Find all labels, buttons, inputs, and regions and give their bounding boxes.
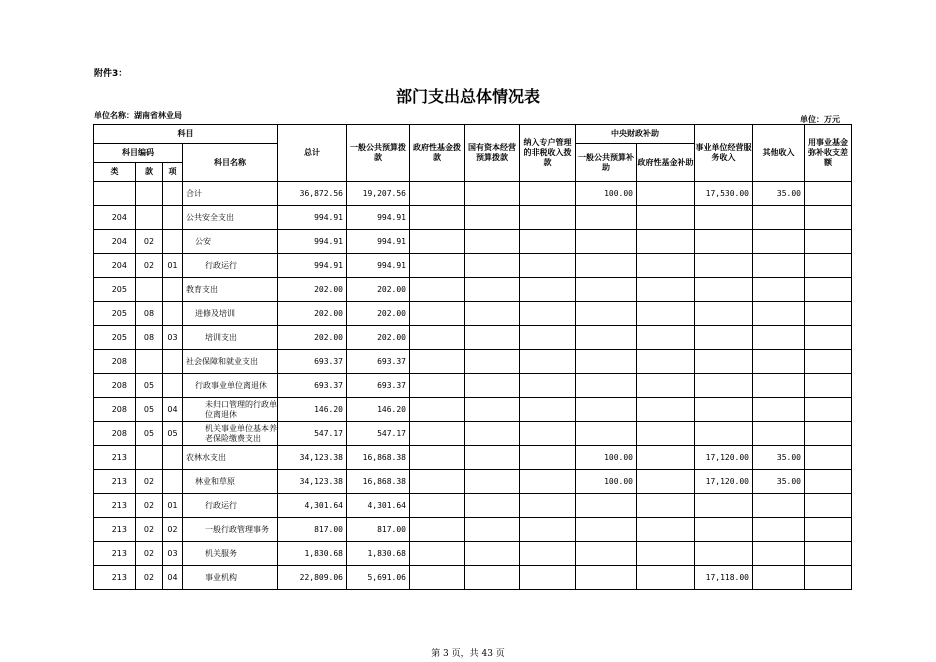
cell-state-capital bbox=[465, 254, 520, 278]
cell-fund-balance bbox=[805, 446, 852, 470]
cell-general-budget: 4,301.64 bbox=[347, 494, 410, 518]
cell-state-capital bbox=[465, 350, 520, 374]
table-row bbox=[94, 326, 852, 350]
cell-other-income bbox=[753, 542, 805, 566]
cell-total: 36,872.56 bbox=[278, 182, 347, 206]
header-state-capital: 国有资本经营预算拨款 bbox=[465, 125, 520, 182]
header-general-budget: 一般公共预算拨款 bbox=[347, 125, 410, 182]
cell-central-fund bbox=[637, 326, 695, 350]
cell-central-fund bbox=[637, 230, 695, 254]
cell-state-capital bbox=[465, 278, 520, 302]
header-subject: 科目 bbox=[94, 125, 278, 144]
header-business-income: 事业单位经营服务收入 bbox=[695, 125, 753, 182]
cell-fund-balance bbox=[805, 518, 852, 542]
cell-general-budget: 817.00 bbox=[347, 518, 410, 542]
cell-central-general bbox=[576, 254, 637, 278]
cell-xiang: 02 bbox=[163, 518, 183, 542]
cell-kuan: 02 bbox=[136, 230, 163, 254]
cell-business-income bbox=[695, 326, 753, 350]
cell-general-budget: 994.91 bbox=[347, 254, 410, 278]
cell-business-income bbox=[695, 518, 753, 542]
cell-central-fund bbox=[637, 566, 695, 590]
cell-xiang: 04 bbox=[163, 398, 183, 422]
cell-gov-fund bbox=[410, 470, 465, 494]
cell-other-income bbox=[753, 566, 805, 590]
cell-central-fund bbox=[637, 446, 695, 470]
cell-special-account bbox=[520, 566, 576, 590]
cell-lei: 204 bbox=[94, 206, 136, 230]
cell-central-fund bbox=[637, 494, 695, 518]
cell-other-income: 35.00 bbox=[753, 470, 805, 494]
cell-other-income bbox=[753, 326, 805, 350]
cell-central-fund bbox=[637, 470, 695, 494]
table-row bbox=[94, 494, 852, 518]
cell-central-fund bbox=[637, 206, 695, 230]
cell-business-income bbox=[695, 398, 753, 422]
cell-total: 34,123.38 bbox=[278, 470, 347, 494]
header-other-income: 其他收入 bbox=[753, 125, 805, 182]
cell-central-fund bbox=[637, 182, 695, 206]
cell-gov-fund bbox=[410, 182, 465, 206]
cell-kuan: 02 bbox=[136, 254, 163, 278]
cell-other-income bbox=[753, 206, 805, 230]
cell-gov-fund bbox=[410, 374, 465, 398]
header-special-account: 纳入专户管理的非税收入拨款 bbox=[520, 125, 576, 182]
cell-business-income bbox=[695, 350, 753, 374]
cell-other-income: 35.00 bbox=[753, 446, 805, 470]
cell-general-budget: 5,691.06 bbox=[347, 566, 410, 590]
cell-gov-fund bbox=[410, 302, 465, 326]
cell-state-capital bbox=[465, 566, 520, 590]
cell-total: 693.37 bbox=[278, 350, 347, 374]
cell-central-fund bbox=[637, 398, 695, 422]
cell-kuan bbox=[136, 182, 163, 206]
table-row bbox=[94, 206, 852, 230]
cell-lei: 213 bbox=[94, 518, 136, 542]
header-central-general: 一般公共预算补助 bbox=[576, 144, 637, 182]
table-row bbox=[94, 374, 852, 398]
table-row bbox=[94, 254, 852, 278]
cell-fund-balance bbox=[805, 302, 852, 326]
table-row bbox=[94, 278, 852, 302]
cell-general-budget: 693.37 bbox=[347, 374, 410, 398]
expenditure-table bbox=[93, 124, 852, 590]
cell-business-income bbox=[695, 230, 753, 254]
cell-kuan bbox=[136, 350, 163, 374]
cell-other-income bbox=[753, 398, 805, 422]
header-central-subsidy: 中央财政补助 bbox=[576, 125, 695, 144]
cell-lei: 205 bbox=[94, 302, 136, 326]
cell-lei: 208 bbox=[94, 398, 136, 422]
cell-xiang bbox=[163, 470, 183, 494]
cell-fund-balance bbox=[805, 182, 852, 206]
cell-lei bbox=[94, 182, 136, 206]
cell-kuan bbox=[136, 446, 163, 470]
cell-gov-fund bbox=[410, 230, 465, 254]
cell-gov-fund bbox=[410, 278, 465, 302]
cell-special-account bbox=[520, 542, 576, 566]
cell-kuan: 02 bbox=[136, 542, 163, 566]
header-subject-name: 科目名称 bbox=[183, 144, 278, 182]
cell-state-capital bbox=[465, 494, 520, 518]
cell-fund-balance bbox=[805, 374, 852, 398]
cell-general-budget: 994.91 bbox=[347, 230, 410, 254]
cell-general-budget: 16,868.38 bbox=[347, 446, 410, 470]
cell-other-income bbox=[753, 302, 805, 326]
cell-subject-name: 培训支出 bbox=[183, 326, 278, 350]
cell-general-budget: 202.00 bbox=[347, 326, 410, 350]
cell-fund-balance bbox=[805, 350, 852, 374]
table-row bbox=[94, 350, 852, 374]
cell-subject-name: 机关事业单位基本养老保险缴费支出 bbox=[183, 422, 278, 446]
cell-special-account bbox=[520, 302, 576, 326]
cell-central-general bbox=[576, 398, 637, 422]
cell-total: 202.00 bbox=[278, 326, 347, 350]
cell-general-budget: 202.00 bbox=[347, 302, 410, 326]
cell-business-income bbox=[695, 254, 753, 278]
cell-state-capital bbox=[465, 518, 520, 542]
cell-other-income bbox=[753, 374, 805, 398]
cell-special-account bbox=[520, 518, 576, 542]
cell-state-capital bbox=[465, 326, 520, 350]
unit-name-label: 单位名称：湖南省林业局 bbox=[94, 111, 182, 120]
table-row bbox=[94, 446, 852, 470]
cell-gov-fund bbox=[410, 254, 465, 278]
cell-central-general: 100.00 bbox=[576, 446, 637, 470]
cell-kuan: 02 bbox=[136, 470, 163, 494]
cell-total: 693.37 bbox=[278, 374, 347, 398]
cell-lei: 213 bbox=[94, 494, 136, 518]
cell-state-capital bbox=[465, 206, 520, 230]
cell-state-capital bbox=[465, 422, 520, 446]
cell-fund-balance bbox=[805, 278, 852, 302]
cell-fund-balance bbox=[805, 470, 852, 494]
cell-lei: 213 bbox=[94, 542, 136, 566]
cell-kuan bbox=[136, 278, 163, 302]
cell-general-budget: 994.91 bbox=[347, 206, 410, 230]
cell-other-income bbox=[753, 350, 805, 374]
cell-kuan: 02 bbox=[136, 518, 163, 542]
cell-fund-balance bbox=[805, 254, 852, 278]
cell-lei: 205 bbox=[94, 278, 136, 302]
table-row bbox=[94, 398, 852, 422]
cell-xiang bbox=[163, 278, 183, 302]
cell-kuan: 08 bbox=[136, 326, 163, 350]
cell-business-income: 17,118.00 bbox=[695, 566, 753, 590]
cell-special-account bbox=[520, 494, 576, 518]
cell-lei: 213 bbox=[94, 446, 136, 470]
cell-kuan: 05 bbox=[136, 398, 163, 422]
table-row bbox=[94, 518, 852, 542]
cell-central-general bbox=[576, 350, 637, 374]
cell-gov-fund bbox=[410, 494, 465, 518]
cell-special-account bbox=[520, 182, 576, 206]
cell-gov-fund bbox=[410, 350, 465, 374]
cell-kuan: 02 bbox=[136, 566, 163, 590]
cell-lei: 208 bbox=[94, 422, 136, 446]
cell-central-general bbox=[576, 422, 637, 446]
cell-subject-name: 行政运行 bbox=[183, 494, 278, 518]
cell-special-account bbox=[520, 470, 576, 494]
cell-xiang bbox=[163, 374, 183, 398]
cell-other-income: 35.00 bbox=[753, 182, 805, 206]
cell-general-budget: 693.37 bbox=[347, 350, 410, 374]
cell-general-budget: 1,830.68 bbox=[347, 542, 410, 566]
cell-special-account bbox=[520, 446, 576, 470]
cell-subject-name: 事业机构 bbox=[183, 566, 278, 590]
cell-other-income bbox=[753, 518, 805, 542]
cell-xiang: 04 bbox=[163, 566, 183, 590]
cell-general-budget: 16,868.38 bbox=[347, 470, 410, 494]
cell-special-account bbox=[520, 398, 576, 422]
cell-total: 146.20 bbox=[278, 398, 347, 422]
cell-state-capital bbox=[465, 542, 520, 566]
cell-state-capital bbox=[465, 302, 520, 326]
cell-other-income bbox=[753, 422, 805, 446]
cell-special-account bbox=[520, 206, 576, 230]
cell-total: 817.00 bbox=[278, 518, 347, 542]
cell-central-fund bbox=[637, 422, 695, 446]
cell-xiang: 05 bbox=[163, 422, 183, 446]
cell-total: 547.17 bbox=[278, 422, 347, 446]
cell-business-income: 17,120.00 bbox=[695, 470, 753, 494]
cell-gov-fund bbox=[410, 398, 465, 422]
cell-fund-balance bbox=[805, 206, 852, 230]
cell-special-account bbox=[520, 374, 576, 398]
header-lei: 类 bbox=[94, 163, 136, 182]
cell-total: 994.91 bbox=[278, 230, 347, 254]
cell-total: 202.00 bbox=[278, 302, 347, 326]
cell-subject-name: 行政运行 bbox=[183, 254, 278, 278]
cell-lei: 204 bbox=[94, 230, 136, 254]
cell-kuan: 05 bbox=[136, 374, 163, 398]
cell-central-general bbox=[576, 230, 637, 254]
cell-special-account bbox=[520, 278, 576, 302]
cell-gov-fund bbox=[410, 326, 465, 350]
cell-xiang bbox=[163, 206, 183, 230]
cell-fund-balance bbox=[805, 494, 852, 518]
header-gov-fund: 政府性基金拨款 bbox=[410, 125, 465, 182]
cell-subject-name: 进修及培训 bbox=[183, 302, 278, 326]
cell-business-income bbox=[695, 302, 753, 326]
cell-lei: 204 bbox=[94, 254, 136, 278]
table-row bbox=[94, 182, 852, 206]
cell-state-capital bbox=[465, 398, 520, 422]
cell-central-fund bbox=[637, 518, 695, 542]
cell-business-income bbox=[695, 542, 753, 566]
cell-central-general bbox=[576, 518, 637, 542]
header-fund-balance: 用事业基金弥补收支差额 bbox=[805, 125, 852, 182]
cell-fund-balance bbox=[805, 398, 852, 422]
attachment-label: 附件3： bbox=[94, 69, 128, 79]
cell-gov-fund bbox=[410, 446, 465, 470]
cell-central-fund bbox=[637, 542, 695, 566]
cell-state-capital bbox=[465, 230, 520, 254]
header-central-fund: 政府性基金补助 bbox=[637, 144, 695, 182]
cell-special-account bbox=[520, 350, 576, 374]
page-number: 第 3 页，共 43 页 bbox=[431, 649, 505, 659]
cell-subject-name: 机关服务 bbox=[183, 542, 278, 566]
cell-subject-name: 未归口管理的行政单位离退休 bbox=[183, 398, 278, 422]
cell-central-general bbox=[576, 494, 637, 518]
cell-special-account bbox=[520, 254, 576, 278]
cell-total: 202.00 bbox=[278, 278, 347, 302]
currency-unit-label: 单位：万元 bbox=[800, 115, 840, 124]
cell-central-general: 100.00 bbox=[576, 182, 637, 206]
cell-fund-balance bbox=[805, 542, 852, 566]
cell-xiang: 01 bbox=[163, 254, 183, 278]
cell-lei: 205 bbox=[94, 326, 136, 350]
cell-subject-name: 社会保障和就业支出 bbox=[183, 350, 278, 374]
cell-kuan: 02 bbox=[136, 494, 163, 518]
cell-central-general bbox=[576, 374, 637, 398]
cell-state-capital bbox=[465, 470, 520, 494]
cell-lei: 208 bbox=[94, 350, 136, 374]
cell-central-general bbox=[576, 302, 637, 326]
cell-xiang: 01 bbox=[163, 494, 183, 518]
cell-other-income bbox=[753, 278, 805, 302]
table-row bbox=[94, 542, 852, 566]
table-row bbox=[94, 302, 852, 326]
table-body bbox=[94, 182, 852, 590]
table-row bbox=[94, 230, 852, 254]
cell-business-income bbox=[695, 374, 753, 398]
cell-total: 994.91 bbox=[278, 254, 347, 278]
cell-central-general: 100.00 bbox=[576, 470, 637, 494]
cell-central-fund bbox=[637, 278, 695, 302]
cell-subject-name: 林业和草原 bbox=[183, 470, 278, 494]
cell-central-general bbox=[576, 206, 637, 230]
header-xiang: 项 bbox=[163, 163, 183, 182]
cell-other-income bbox=[753, 494, 805, 518]
cell-business-income bbox=[695, 278, 753, 302]
cell-lei: 213 bbox=[94, 566, 136, 590]
cell-total: 22,809.06 bbox=[278, 566, 347, 590]
cell-business-income: 17,530.00 bbox=[695, 182, 753, 206]
cell-central-fund bbox=[637, 374, 695, 398]
cell-xiang: 03 bbox=[163, 542, 183, 566]
cell-central-fund bbox=[637, 350, 695, 374]
cell-lei: 213 bbox=[94, 470, 136, 494]
cell-central-general bbox=[576, 542, 637, 566]
cell-kuan bbox=[136, 206, 163, 230]
cell-state-capital bbox=[465, 374, 520, 398]
cell-gov-fund bbox=[410, 542, 465, 566]
cell-central-fund bbox=[637, 254, 695, 278]
cell-special-account bbox=[520, 230, 576, 254]
cell-kuan: 08 bbox=[136, 302, 163, 326]
table-row bbox=[94, 470, 852, 494]
cell-gov-fund bbox=[410, 422, 465, 446]
cell-xiang bbox=[163, 182, 183, 206]
cell-subject-name: 行政事业单位离退休 bbox=[183, 374, 278, 398]
cell-gov-fund bbox=[410, 566, 465, 590]
cell-other-income bbox=[753, 254, 805, 278]
cell-central-fund bbox=[637, 302, 695, 326]
cell-total: 1,830.68 bbox=[278, 542, 347, 566]
cell-subject-name: 教育支出 bbox=[183, 278, 278, 302]
cell-central-general bbox=[576, 278, 637, 302]
cell-kuan: 05 bbox=[136, 422, 163, 446]
cell-total: 34,123.38 bbox=[278, 446, 347, 470]
cell-xiang bbox=[163, 230, 183, 254]
cell-central-general bbox=[576, 566, 637, 590]
cell-fund-balance bbox=[805, 566, 852, 590]
cell-general-budget: 547.17 bbox=[347, 422, 410, 446]
cell-xiang bbox=[163, 446, 183, 470]
header-total: 总计 bbox=[278, 125, 347, 182]
table-row bbox=[94, 422, 852, 446]
cell-subject-name: 合计 bbox=[183, 182, 278, 206]
cell-xiang: 03 bbox=[163, 326, 183, 350]
cell-business-income: 17,120.00 bbox=[695, 446, 753, 470]
cell-subject-name: 农林水支出 bbox=[183, 446, 278, 470]
cell-lei: 208 bbox=[94, 374, 136, 398]
cell-fund-balance bbox=[805, 422, 852, 446]
cell-fund-balance bbox=[805, 326, 852, 350]
cell-business-income bbox=[695, 494, 753, 518]
cell-general-budget: 19,207.56 bbox=[347, 182, 410, 206]
cell-gov-fund bbox=[410, 518, 465, 542]
cell-subject-name: 公共安全支出 bbox=[183, 206, 278, 230]
cell-gov-fund bbox=[410, 206, 465, 230]
cell-fund-balance bbox=[805, 230, 852, 254]
table-header bbox=[94, 125, 852, 182]
page-title: 部门支出总体情况表 bbox=[395, 87, 540, 106]
cell-business-income bbox=[695, 206, 753, 230]
table-row bbox=[94, 566, 852, 590]
cell-subject-name: 一般行政管理事务 bbox=[183, 518, 278, 542]
cell-total: 994.91 bbox=[278, 206, 347, 230]
cell-general-budget: 146.20 bbox=[347, 398, 410, 422]
cell-xiang bbox=[163, 350, 183, 374]
cell-state-capital bbox=[465, 446, 520, 470]
cell-state-capital bbox=[465, 182, 520, 206]
cell-other-income bbox=[753, 230, 805, 254]
cell-total: 4,301.64 bbox=[278, 494, 347, 518]
cell-general-budget: 202.00 bbox=[347, 278, 410, 302]
cell-central-general bbox=[576, 326, 637, 350]
cell-xiang bbox=[163, 302, 183, 326]
cell-business-income bbox=[695, 422, 753, 446]
cell-special-account bbox=[520, 422, 576, 446]
header-kuan: 款 bbox=[136, 163, 163, 182]
header-subject-code: 科目编码 bbox=[94, 144, 183, 163]
cell-subject-name: 公安 bbox=[183, 230, 278, 254]
cell-special-account bbox=[520, 326, 576, 350]
